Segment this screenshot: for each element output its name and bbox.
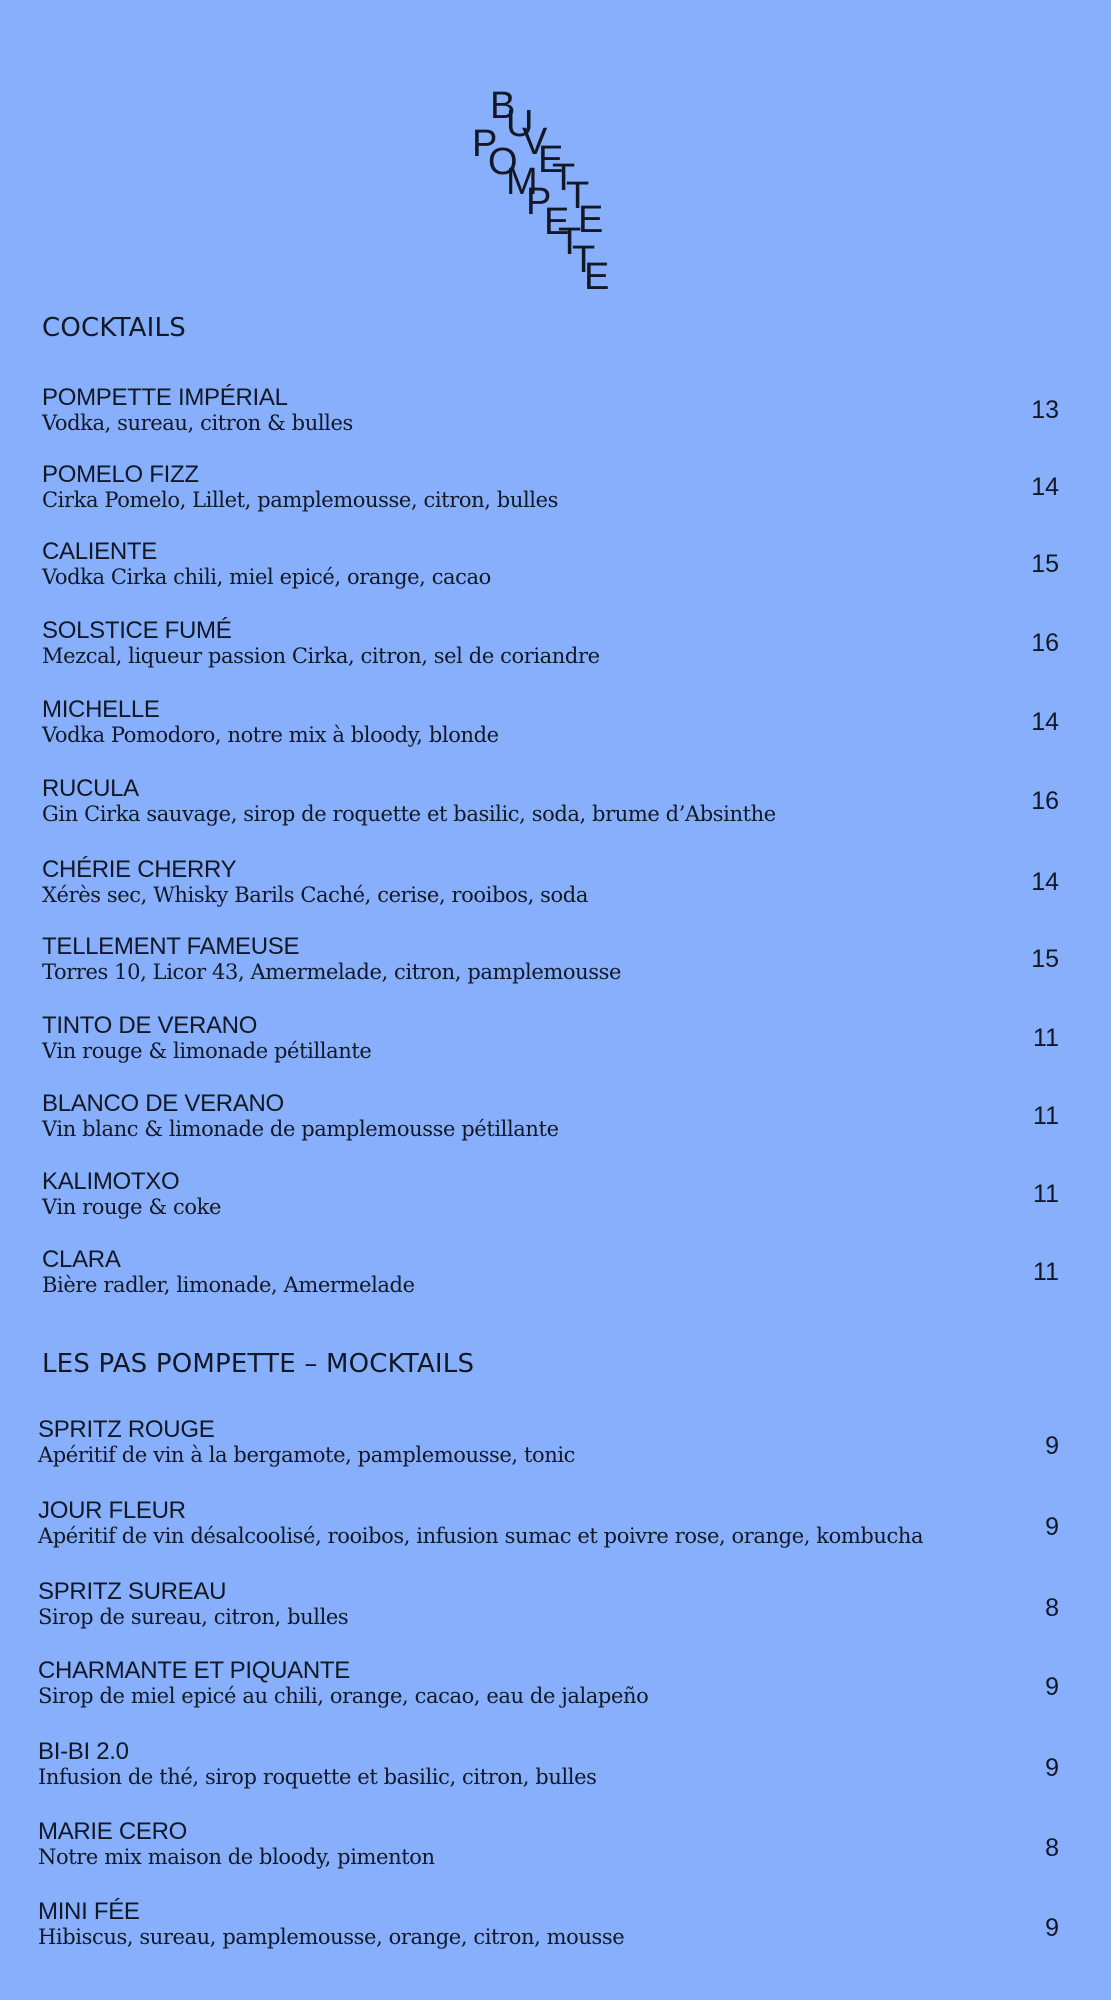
item-name: RUCULA <box>42 775 139 802</box>
item-description: Notre mix maison de bloody, pimenton <box>38 1845 435 1869</box>
menu-item <box>0 1578 1111 1648</box>
item-description: Vodka Cirka chili, miel epicé, orange, cacao <box>42 565 491 589</box>
item-price: 8 <box>1045 1834 1059 1862</box>
logo-letter: T <box>558 221 582 263</box>
logo-letter: T <box>566 175 590 217</box>
item-name: TINTO DE VERANO <box>42 1012 258 1039</box>
item-description: Torres 10, Licor 43, Amermelade, citron, pamplemousse <box>42 960 622 984</box>
item-name: CALIENTE <box>42 538 157 565</box>
item-description: Vin rouge & coke <box>42 1195 221 1219</box>
menu-item <box>0 1497 1111 1567</box>
item-name: SOLSTICE FUMÉ <box>42 617 232 644</box>
item-description: Hibiscus, sureau, pamplemousse, orange, citron, mousse <box>38 1925 625 1949</box>
item-name: TELLEMENT FAMEUSE <box>42 933 300 960</box>
item-name: CHARMANTE ET PIQUANTE <box>38 1657 350 1684</box>
item-price: 13 <box>1031 396 1059 424</box>
item-name: MINI FÉE <box>38 1898 140 1925</box>
item-price: 9 <box>1045 1673 1059 1701</box>
menu-item <box>0 933 1111 1003</box>
item-name: POMELO FIZZ <box>42 461 199 488</box>
item-price: 9 <box>1045 1914 1059 1942</box>
item-description: Vin blanc & limonade de pamplemousse pétillante <box>42 1117 559 1141</box>
menu-item <box>0 617 1111 687</box>
item-description: Vin rouge & limonade pétillante <box>42 1039 372 1063</box>
menu-item <box>0 1168 1111 1238</box>
logo-letter: V <box>522 121 548 163</box>
buvette-pompette-logo <box>470 82 630 292</box>
item-name: CLARA <box>42 1246 121 1273</box>
item-description: Apéritif de vin à la bergamote, pamplemousse, tonic <box>38 1443 576 1467</box>
item-price: 11 <box>1033 1102 1059 1130</box>
item-description: Xérès sec, Whisky Barils Caché, cerise, rooibos, soda <box>42 883 588 907</box>
item-price: 15 <box>1031 945 1059 973</box>
item-name: CHÉRIE CHERRY <box>42 856 237 883</box>
menu-item <box>0 384 1111 454</box>
menu-item <box>0 461 1111 531</box>
item-name: BLANCO DE VERANO <box>42 1090 284 1117</box>
item-name: POMPETTE IMPÉRIAL <box>42 384 288 411</box>
item-price: 11 <box>1033 1258 1059 1286</box>
menu-item <box>0 696 1111 766</box>
logo-letter: T <box>552 157 576 199</box>
item-description: Vodka, sureau, citron & bulles <box>42 411 353 435</box>
item-price: 14 <box>1031 708 1059 736</box>
cocktails-section-title: COCKTAILS <box>42 313 186 343</box>
item-price: 16 <box>1031 787 1059 815</box>
mocktails-section-title: LES PAS POMPETTE – MOCKTAILS <box>42 1349 475 1379</box>
menu-item <box>0 856 1111 926</box>
menu-item <box>0 1657 1111 1727</box>
logo-wordmark <box>470 82 630 292</box>
logo-letter: B <box>490 85 516 127</box>
menu-item <box>0 1738 1111 1808</box>
menu-item <box>0 1898 1111 1968</box>
logo-letter: E <box>578 199 604 241</box>
item-price: 14 <box>1031 473 1059 501</box>
logo-letter: O <box>488 141 518 183</box>
item-name: SPRITZ ROUGE <box>38 1416 215 1443</box>
item-description: Infusion de thé, sirop roquette et basilic, citron, bulles <box>38 1765 597 1789</box>
item-name: MARIE CERO <box>38 1818 188 1845</box>
item-description: Sirop de miel epicé au chili, orange, cacao, eau de jalapeño <box>38 1684 649 1708</box>
menu-item <box>0 1090 1111 1160</box>
logo-letter: E <box>584 256 610 292</box>
item-description: Vodka Pomodoro, notre mix à bloody, blonde <box>42 723 499 747</box>
logo-letter: P <box>526 181 552 223</box>
logo-letter: T <box>572 239 596 281</box>
item-description: Apéritif de vin désalcoolisé, rooibos, infusion sumac et poivre rose, orange, kombucha <box>38 1524 924 1548</box>
logo-letter: E <box>538 139 564 181</box>
item-description: Cirka Pomelo, Lillet, pamplemousse, citron, bulles <box>42 488 558 512</box>
menu-item <box>0 538 1111 608</box>
item-price: 9 <box>1045 1513 1059 1541</box>
item-price: 15 <box>1031 550 1059 578</box>
logo-letter: M <box>506 161 538 203</box>
menu-item <box>0 1246 1111 1316</box>
item-price: 11 <box>1033 1024 1059 1052</box>
logo-letter: U <box>506 103 534 145</box>
item-name: JOUR FLEUR <box>38 1497 186 1524</box>
item-price: 14 <box>1031 868 1059 896</box>
item-name: KALIMOTXO <box>42 1168 180 1195</box>
item-description: Gin Cirka sauvage, sirop de roquette et basilic, soda, brume d’Absinthe <box>42 802 776 826</box>
item-name: BI-BI 2.0 <box>38 1738 129 1765</box>
item-description: Sirop de sureau, citron, bulles <box>38 1605 349 1629</box>
item-name: SPRITZ SUREAU <box>38 1578 227 1605</box>
menu-item <box>0 1012 1111 1082</box>
item-price: 9 <box>1045 1754 1059 1782</box>
item-price: 8 <box>1045 1594 1059 1622</box>
item-description: Bière radler, limonade, Amermelade <box>42 1273 415 1297</box>
item-price: 9 <box>1045 1432 1059 1460</box>
item-description: Mezcal, liqueur passion Cirka, citron, sel de coriandre <box>42 644 600 668</box>
menu-item <box>0 1818 1111 1888</box>
menu-item <box>0 1416 1111 1486</box>
logo-letter: P <box>472 123 498 165</box>
item-name: MICHELLE <box>42 696 160 723</box>
menu-item <box>0 775 1111 845</box>
item-price: 11 <box>1033 1180 1059 1208</box>
logo-letter: E <box>544 201 570 243</box>
item-price: 16 <box>1031 629 1059 657</box>
